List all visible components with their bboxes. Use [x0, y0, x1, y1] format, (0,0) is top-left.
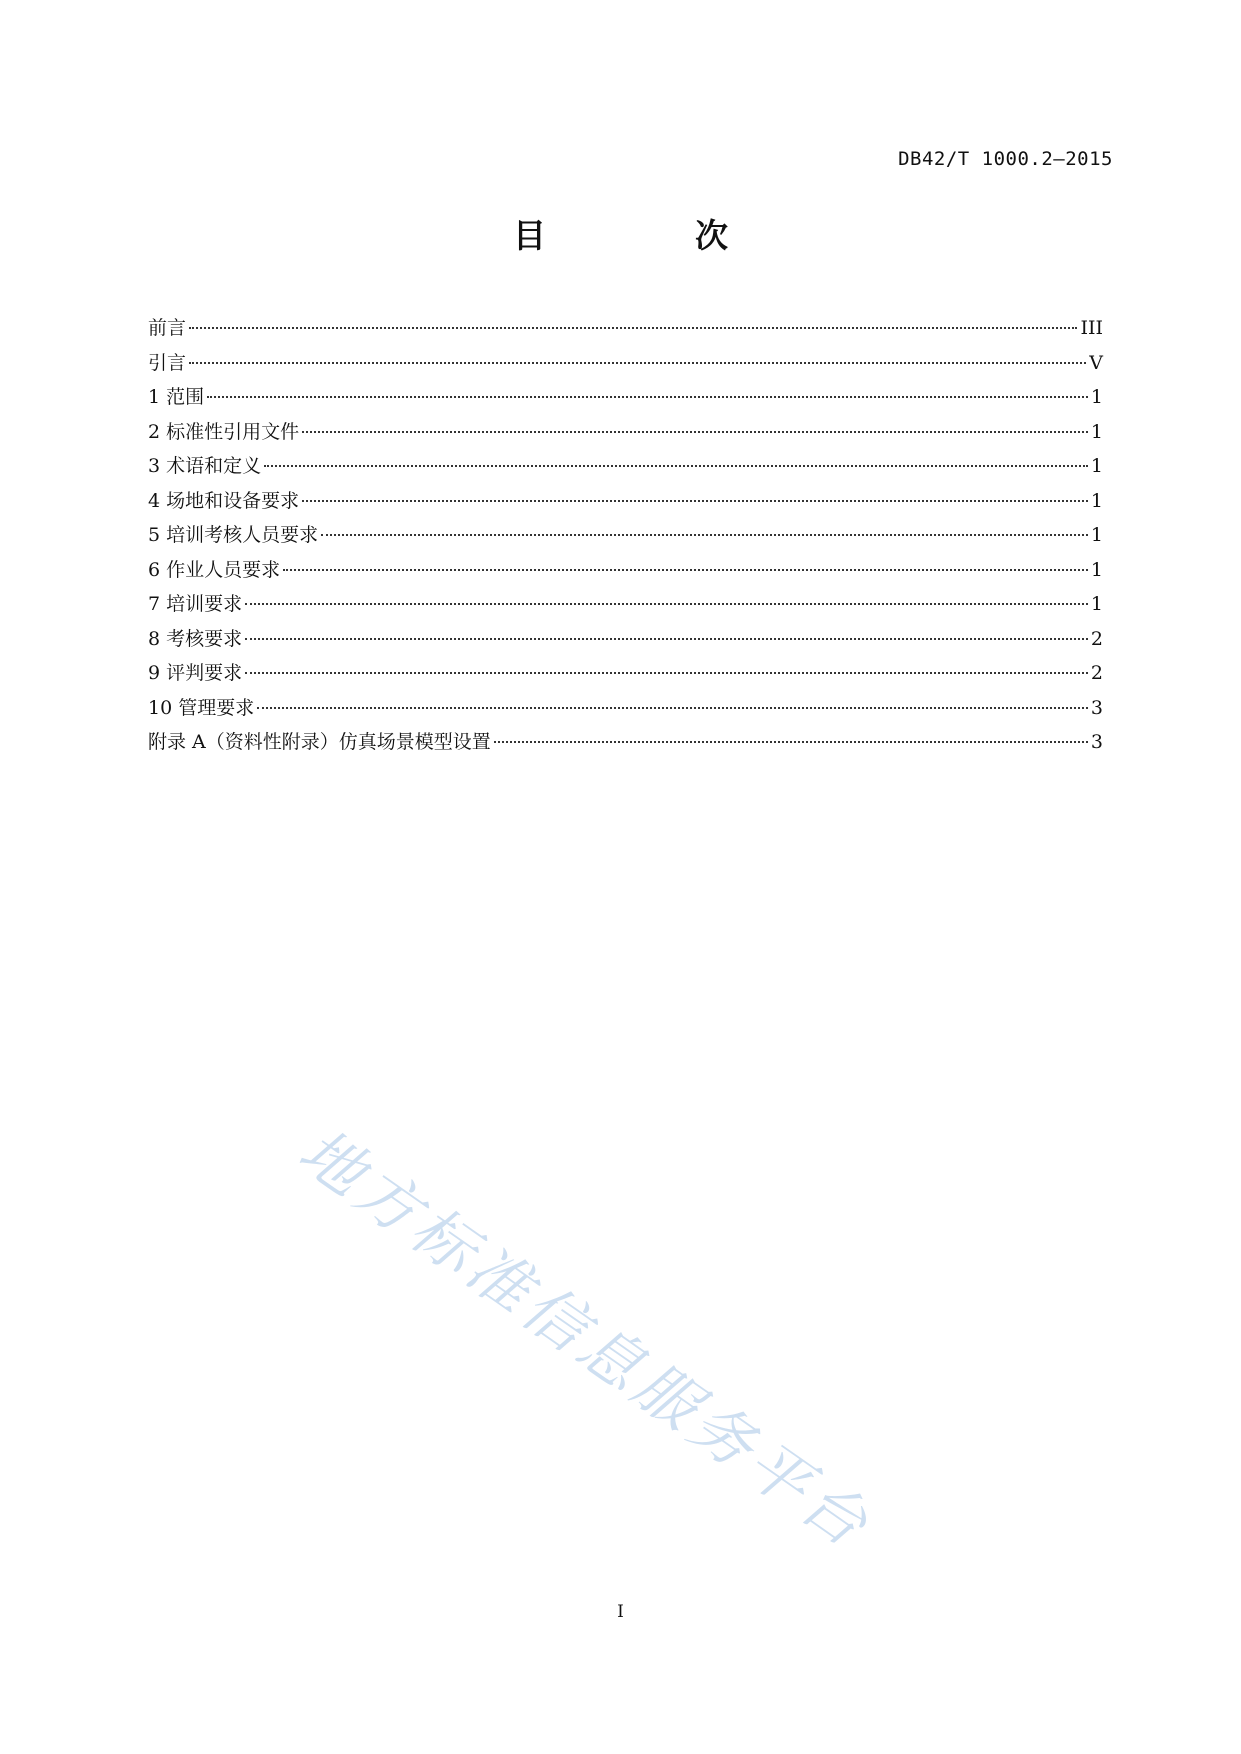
dot-leader — [321, 534, 1088, 536]
dot-leader — [189, 362, 1086, 364]
dot-leader — [302, 431, 1088, 433]
toc-entry-page: 1 — [1090, 489, 1103, 512]
dot-leader — [302, 500, 1088, 502]
toc-entry-scope[interactable] — [148, 380, 1103, 415]
standard-code: DB42/T 1000.2—2015 — [898, 148, 1113, 170]
toc-entry-label: 6 作业人员要求 — [148, 558, 281, 581]
dot-leader — [189, 327, 1077, 329]
dot-leader — [245, 638, 1088, 640]
toc-entry-label: 5 培训考核人员要求 — [148, 524, 319, 546]
toc-entry-management-requirements[interactable] — [148, 691, 1103, 726]
toc-entry-label: 附录 A（资料性附录）仿真场景模型设置 — [148, 731, 491, 753]
page-number: I — [617, 1602, 624, 1622]
dot-leader — [264, 465, 1088, 467]
toc-entry-foreword[interactable] — [148, 311, 1103, 346]
table-of-contents — [148, 311, 1103, 760]
toc-entry-page: 1 — [1090, 420, 1103, 443]
toc-entry-page: III — [1080, 317, 1103, 339]
toc-entry-label: 10 管理要求 — [148, 696, 255, 719]
toc-entry-appendix-a[interactable] — [148, 725, 1103, 760]
toc-entry-label: 2 标准性引用文件 — [148, 420, 300, 443]
toc-entry-page: 3 — [1090, 731, 1103, 753]
toc-entry-label: 4 场地和设备要求 — [148, 489, 300, 512]
toc-entry-trainer-requirements[interactable] — [148, 518, 1103, 553]
toc-entry-label: 7 培训要求 — [148, 593, 243, 615]
toc-entry-label: 前言 — [148, 317, 187, 339]
toc-entry-training-requirements[interactable] — [148, 587, 1103, 622]
dot-leader — [245, 672, 1088, 674]
toc-entry-label: 8 考核要求 — [148, 627, 243, 650]
toc-entry-site-equipment[interactable] — [148, 484, 1103, 519]
toc-entry-label: 1 范围 — [148, 386, 205, 408]
toc-entry-page: 1 — [1090, 593, 1103, 615]
watermark-text: 地方标准信息服务平台 — [286, 1113, 886, 1564]
toc-entry-terms-definitions[interactable] — [148, 449, 1103, 484]
toc-entry-introduction[interactable] — [148, 346, 1103, 381]
toc-entry-page: 1 — [1090, 455, 1103, 477]
toc-entry-page: V — [1089, 351, 1103, 374]
toc-entry-evaluation-requirements[interactable] — [148, 656, 1103, 691]
toc-entry-page: 2 — [1090, 662, 1103, 684]
toc-entry-label: 3 术语和定义 — [148, 455, 262, 477]
toc-entry-operator-requirements[interactable] — [148, 553, 1103, 588]
toc-entry-page: 1 — [1090, 386, 1103, 408]
toc-entry-normative-references[interactable] — [148, 415, 1103, 450]
dot-leader — [207, 396, 1088, 398]
toc-entry-page: 1 — [1090, 524, 1103, 546]
dot-leader — [494, 741, 1088, 743]
page-title: 目 次 — [513, 216, 786, 255]
dot-leader — [283, 569, 1088, 571]
toc-entry-label: 引言 — [148, 351, 187, 374]
toc-entry-page: 2 — [1090, 627, 1103, 650]
toc-entry-assessment-requirements[interactable] — [148, 622, 1103, 657]
toc-entry-page: 1 — [1090, 558, 1103, 581]
toc-entry-label: 9 评判要求 — [148, 662, 243, 684]
dot-leader — [245, 603, 1088, 605]
toc-entry-page: 3 — [1090, 696, 1103, 719]
dot-leader — [257, 707, 1088, 709]
